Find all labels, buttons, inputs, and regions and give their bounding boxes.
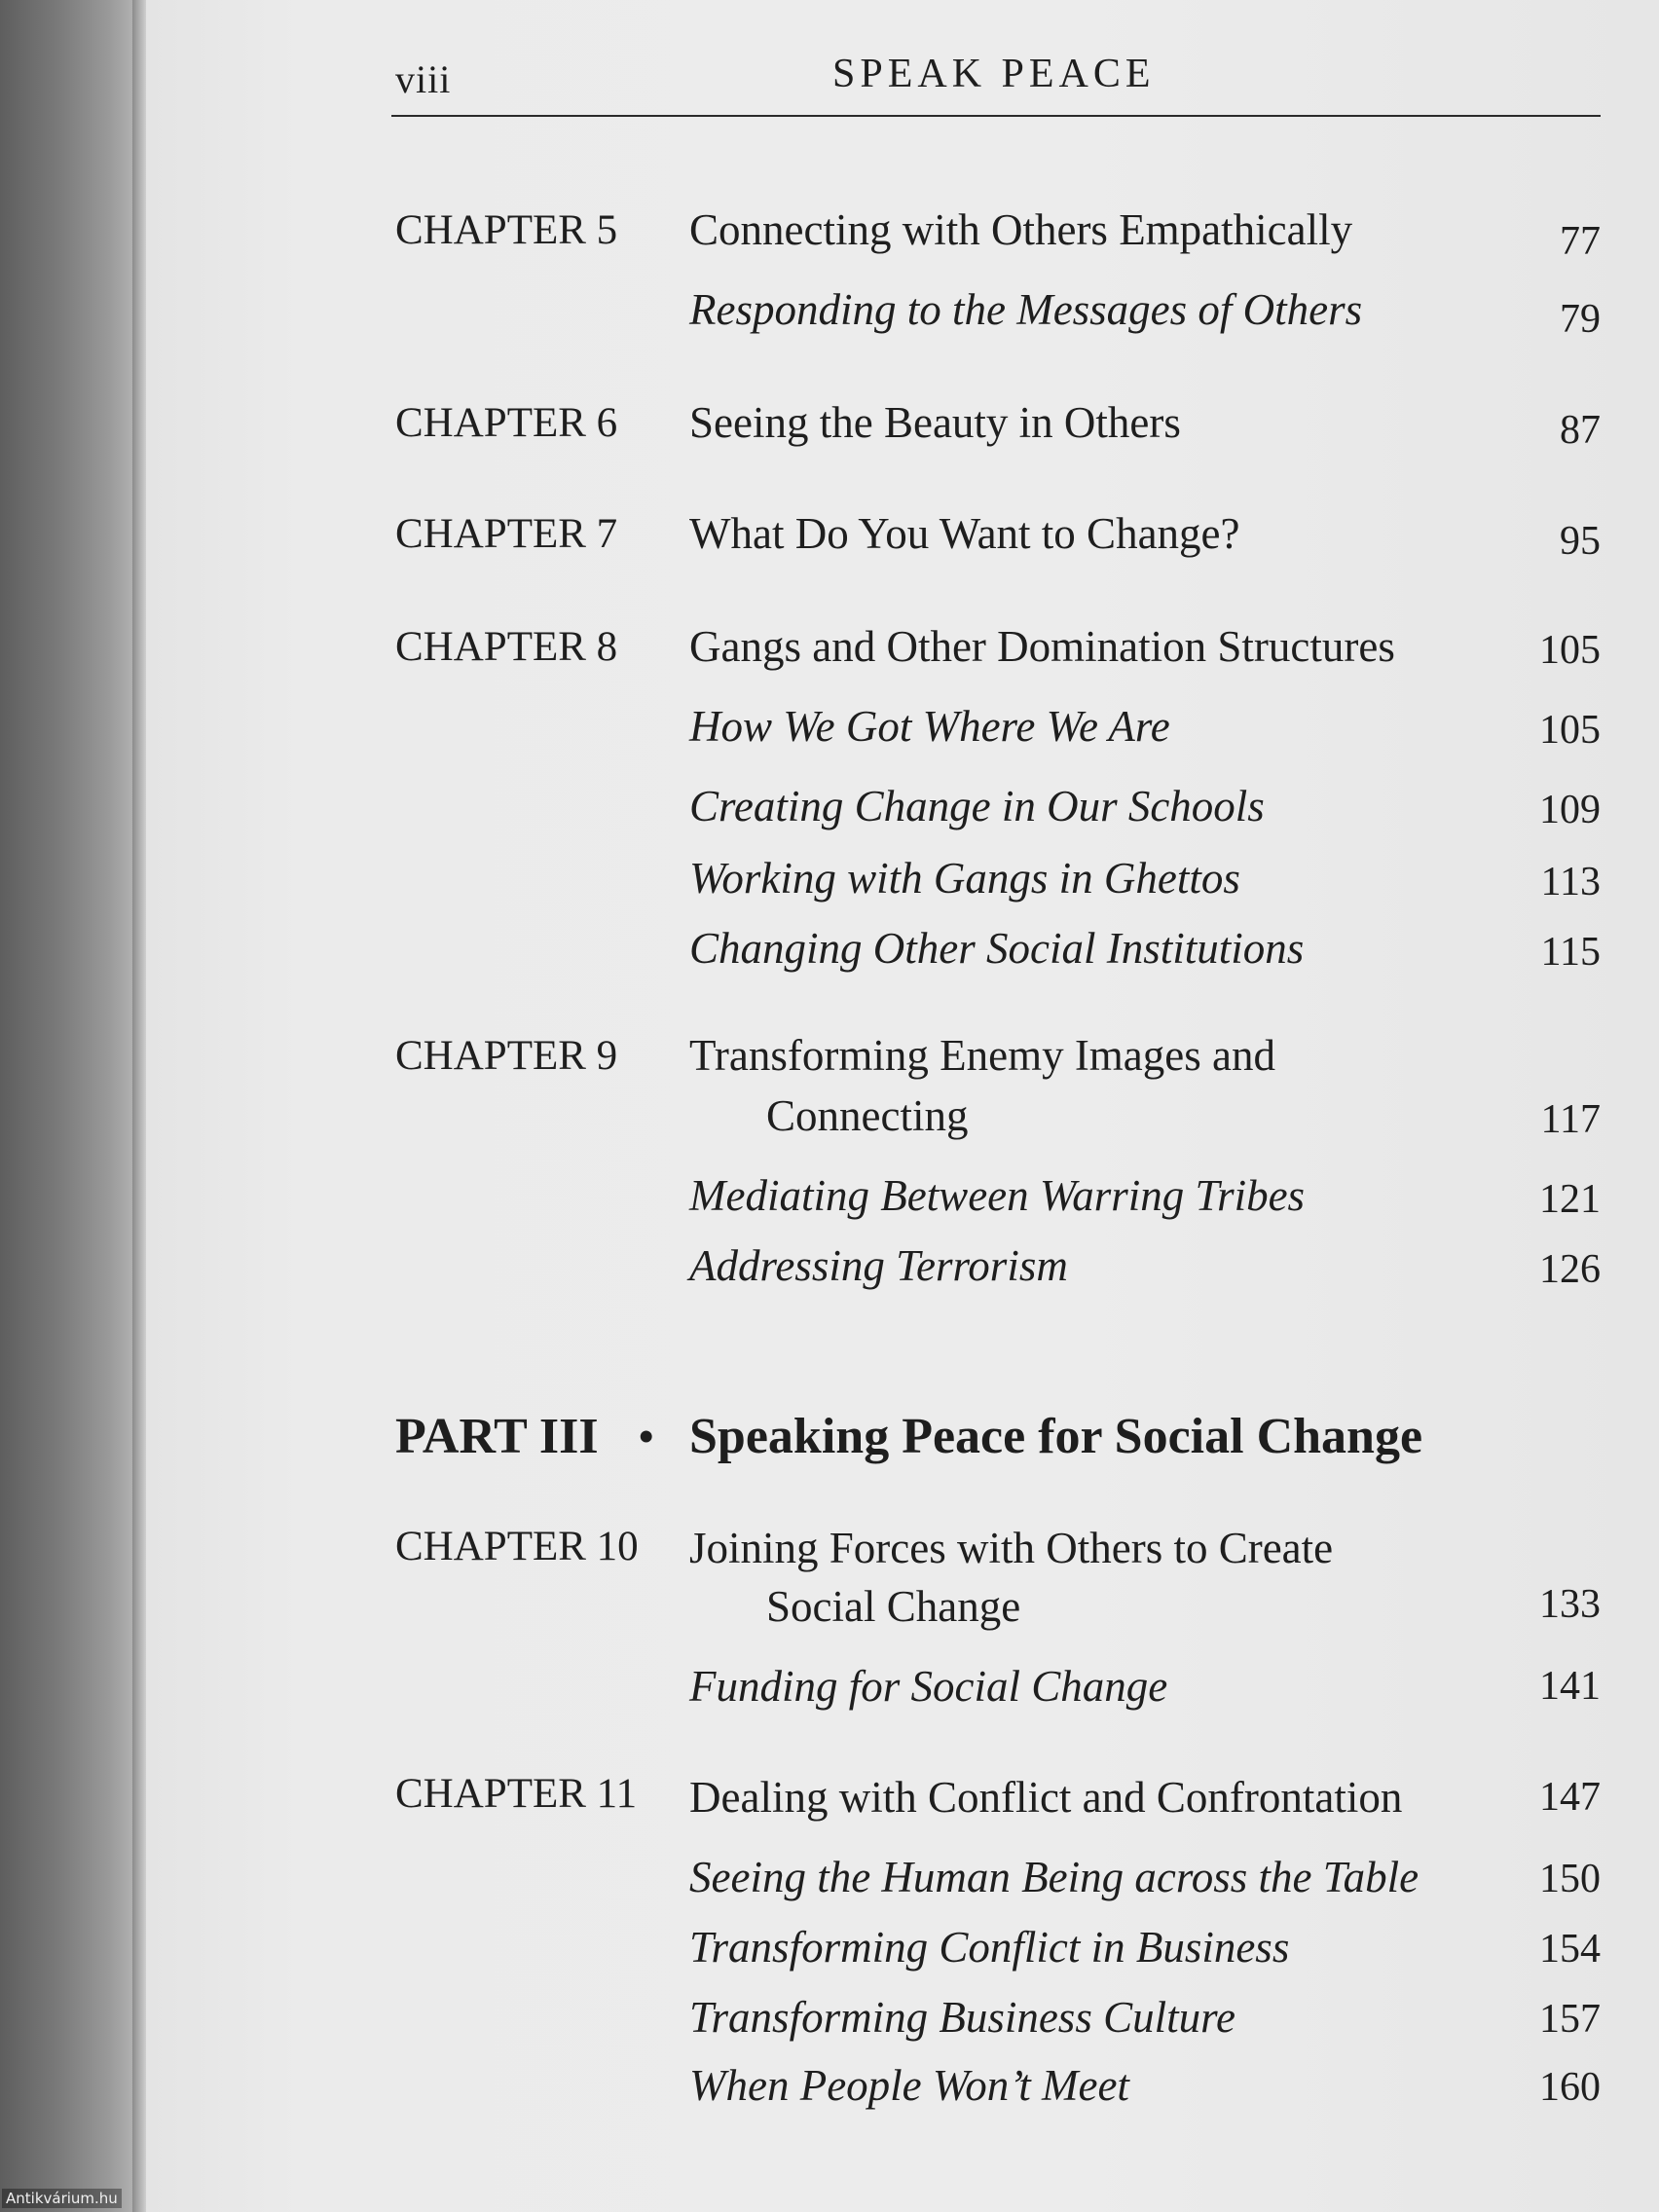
page-number: 160 xyxy=(1539,2065,1601,2110)
chapter-title: Connecting with Others Empathically xyxy=(689,205,1353,254)
chapter-label: CHAPTER 9 xyxy=(395,1033,618,1079)
page-number: 77 xyxy=(1560,219,1601,264)
section-title: Mediating Between Warring Tribes xyxy=(689,1171,1306,1220)
chapter-label: CHAPTER 6 xyxy=(395,400,618,446)
chapter-title-continuation: Social Change xyxy=(766,1582,1021,1631)
watermark: Antikvárium.hu xyxy=(2,2189,122,2208)
page-edge xyxy=(132,0,146,2212)
section-title: Responding to the Messages of Others xyxy=(689,285,1363,334)
section-title: Addressing Terrorism xyxy=(689,1241,1068,1290)
page-number: 147 xyxy=(1539,1775,1601,1820)
chapter-title: Transforming Enemy Images and xyxy=(689,1031,1275,1080)
page-number: 113 xyxy=(1540,860,1601,904)
section-title: Seeing the Human Being across the Table xyxy=(689,1853,1419,1901)
page-number: 117 xyxy=(1540,1097,1601,1142)
section-title: How We Got Where We Are xyxy=(689,702,1170,751)
page-number: 109 xyxy=(1539,788,1601,832)
section-title: Creating Change in Our Schools xyxy=(689,782,1265,830)
chapter-label: CHAPTER 7 xyxy=(395,511,618,557)
chapter-title: What Do You Want to Change? xyxy=(689,509,1240,558)
section-title: Funding for Social Change xyxy=(689,1662,1168,1711)
page-number: 141 xyxy=(1539,1664,1601,1709)
running-title: SPEAK PEACE xyxy=(832,52,1156,96)
section-title: Working with Gangs in Ghettos xyxy=(689,854,1240,903)
page-number: 126 xyxy=(1539,1247,1601,1292)
section-title: When People Won’t Meet xyxy=(689,2061,1129,2110)
page-number: 157 xyxy=(1539,1997,1601,2042)
page-number: 115 xyxy=(1540,930,1601,975)
page-number: 105 xyxy=(1539,708,1601,753)
chapter-title: Seeing the Beauty in Others xyxy=(689,398,1181,447)
page-number: 79 xyxy=(1560,297,1601,342)
page-number: 133 xyxy=(1539,1582,1601,1627)
chapter-label: CHAPTER 5 xyxy=(395,207,618,253)
chapter-label: CHAPTER 10 xyxy=(395,1524,639,1569)
part-title: Speaking Peace for Social Change xyxy=(689,1409,1423,1464)
section-title: Transforming Conflict in Business xyxy=(689,1923,1290,1972)
book-spine-shadow xyxy=(0,0,146,2212)
chapter-title-continuation: Connecting xyxy=(766,1091,969,1140)
page-number: 105 xyxy=(1539,628,1601,673)
chapter-title: Gangs and Other Domination Structures xyxy=(689,622,1395,671)
page-number: 87 xyxy=(1560,408,1601,453)
chapter-label: CHAPTER 11 xyxy=(395,1771,638,1817)
page-number: 121 xyxy=(1539,1177,1601,1222)
chapter-title: Joining Forces with Others to Create xyxy=(689,1524,1334,1572)
part-bullet: • xyxy=(639,1413,654,1460)
section-title: Transforming Business Culture xyxy=(689,1993,1235,2042)
header-rule xyxy=(391,115,1601,117)
page-folio: viii xyxy=(395,57,452,101)
chapter-label: CHAPTER 8 xyxy=(395,624,618,670)
page-number: 95 xyxy=(1560,519,1601,564)
chapter-title: Dealing with Conflict and Confrontation xyxy=(689,1773,1403,1822)
page-number: 150 xyxy=(1539,1857,1601,1901)
page-number: 154 xyxy=(1539,1927,1601,1972)
section-title: Changing Other Social Institutions xyxy=(689,924,1305,973)
part-label: PART III xyxy=(395,1409,599,1464)
